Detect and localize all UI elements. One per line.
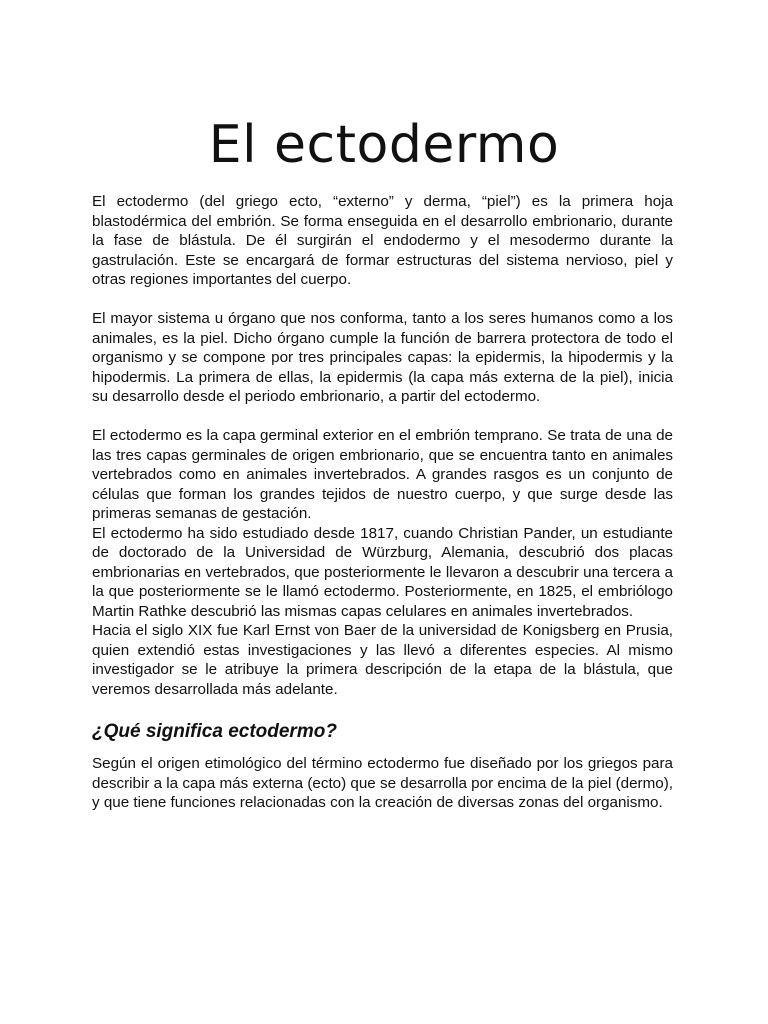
paragraph-von-baer: Hacia el siglo XIX fue Karl Ernst von Baer de la universidad de Konigsberg en Prusia, quien extendió estas investigaciones y las llevó a diferentes especies. Al mismo investigador se le atribuye la primera descripción de la etapa de la blástula, que veremos desarrollada más adelante.	[92, 622, 673, 698]
section-heading: ¿Qué significa ectodermo?	[92, 721, 337, 742]
paragraph-spacer	[92, 407, 673, 427]
paragraph-skin: El mayor sistema u órgano que nos conforma, tanto a los seres humanos como a los animales, es la piel. Dicho órgano cumple la función de barrera protectora de todo el organismo y se compone por tres principales capas: la epidermis, la hipodermis y la hipodermis. La primera de ellas, la epidermis (la capa más externa de la piel), inicia su desarrollo desde el periodo embrionario, a partir del ectodermo.	[92, 310, 673, 405]
document-body	[92, 192, 673, 813]
paragraph-germ-layer: El ectodermo es la capa germinal exterior en el embrión temprano. Se trata de una de las tres capas germinales de origen embrionario, que se encuentra tanto en animales vertebrados como en animales invertebrados. A grandes rasgos es un conjunto de células que forman los grandes tejidos de nuestro cuerpo, y que surge desde las primeras semanas de gestación.	[92, 427, 673, 522]
paragraph-intro: El ectodermo (del griego ecto, “externo” y derma, “piel”) es la primera hoja blastodérmica del embrión. Se forma enseguida en el desarrollo embrionario, durante la fase de blástula. De él surgirán el endodermo y el mesodermo durante la gastrulación. Este se encargará de formar estructuras del sistema nervioso, piel y otras regiones importantes del cuerpo.	[92, 193, 673, 288]
paragraph-spacer	[92, 290, 673, 310]
paragraph-history: El ectodermo ha sido estudiado desde 1817, cuando Christian Pander, un estudiante de doctorado de la Universidad de Würzburg, Alemania, descubrió dos placas embrionarias en vertebrados, que posteriormente le llevaron a descubrir una tercera a la que posteriormente se le llamó ectodermo. Posteriormente, en 1825, el embriólogo Martin Rathke descubrió las mismas capas celulares en animales invertebrados.	[92, 524, 673, 620]
page-title: El ectodermo	[208, 115, 560, 175]
paragraph-etymology: Según el origen etimológico del término ectodermo fue diseñado por los griegos para describir a la capa más externa (ecto) que se desarrolla por encima de la piel (dermo), y que tiene funciones relacionadas con la creación de diversas zonas del organismo.	[92, 755, 673, 811]
